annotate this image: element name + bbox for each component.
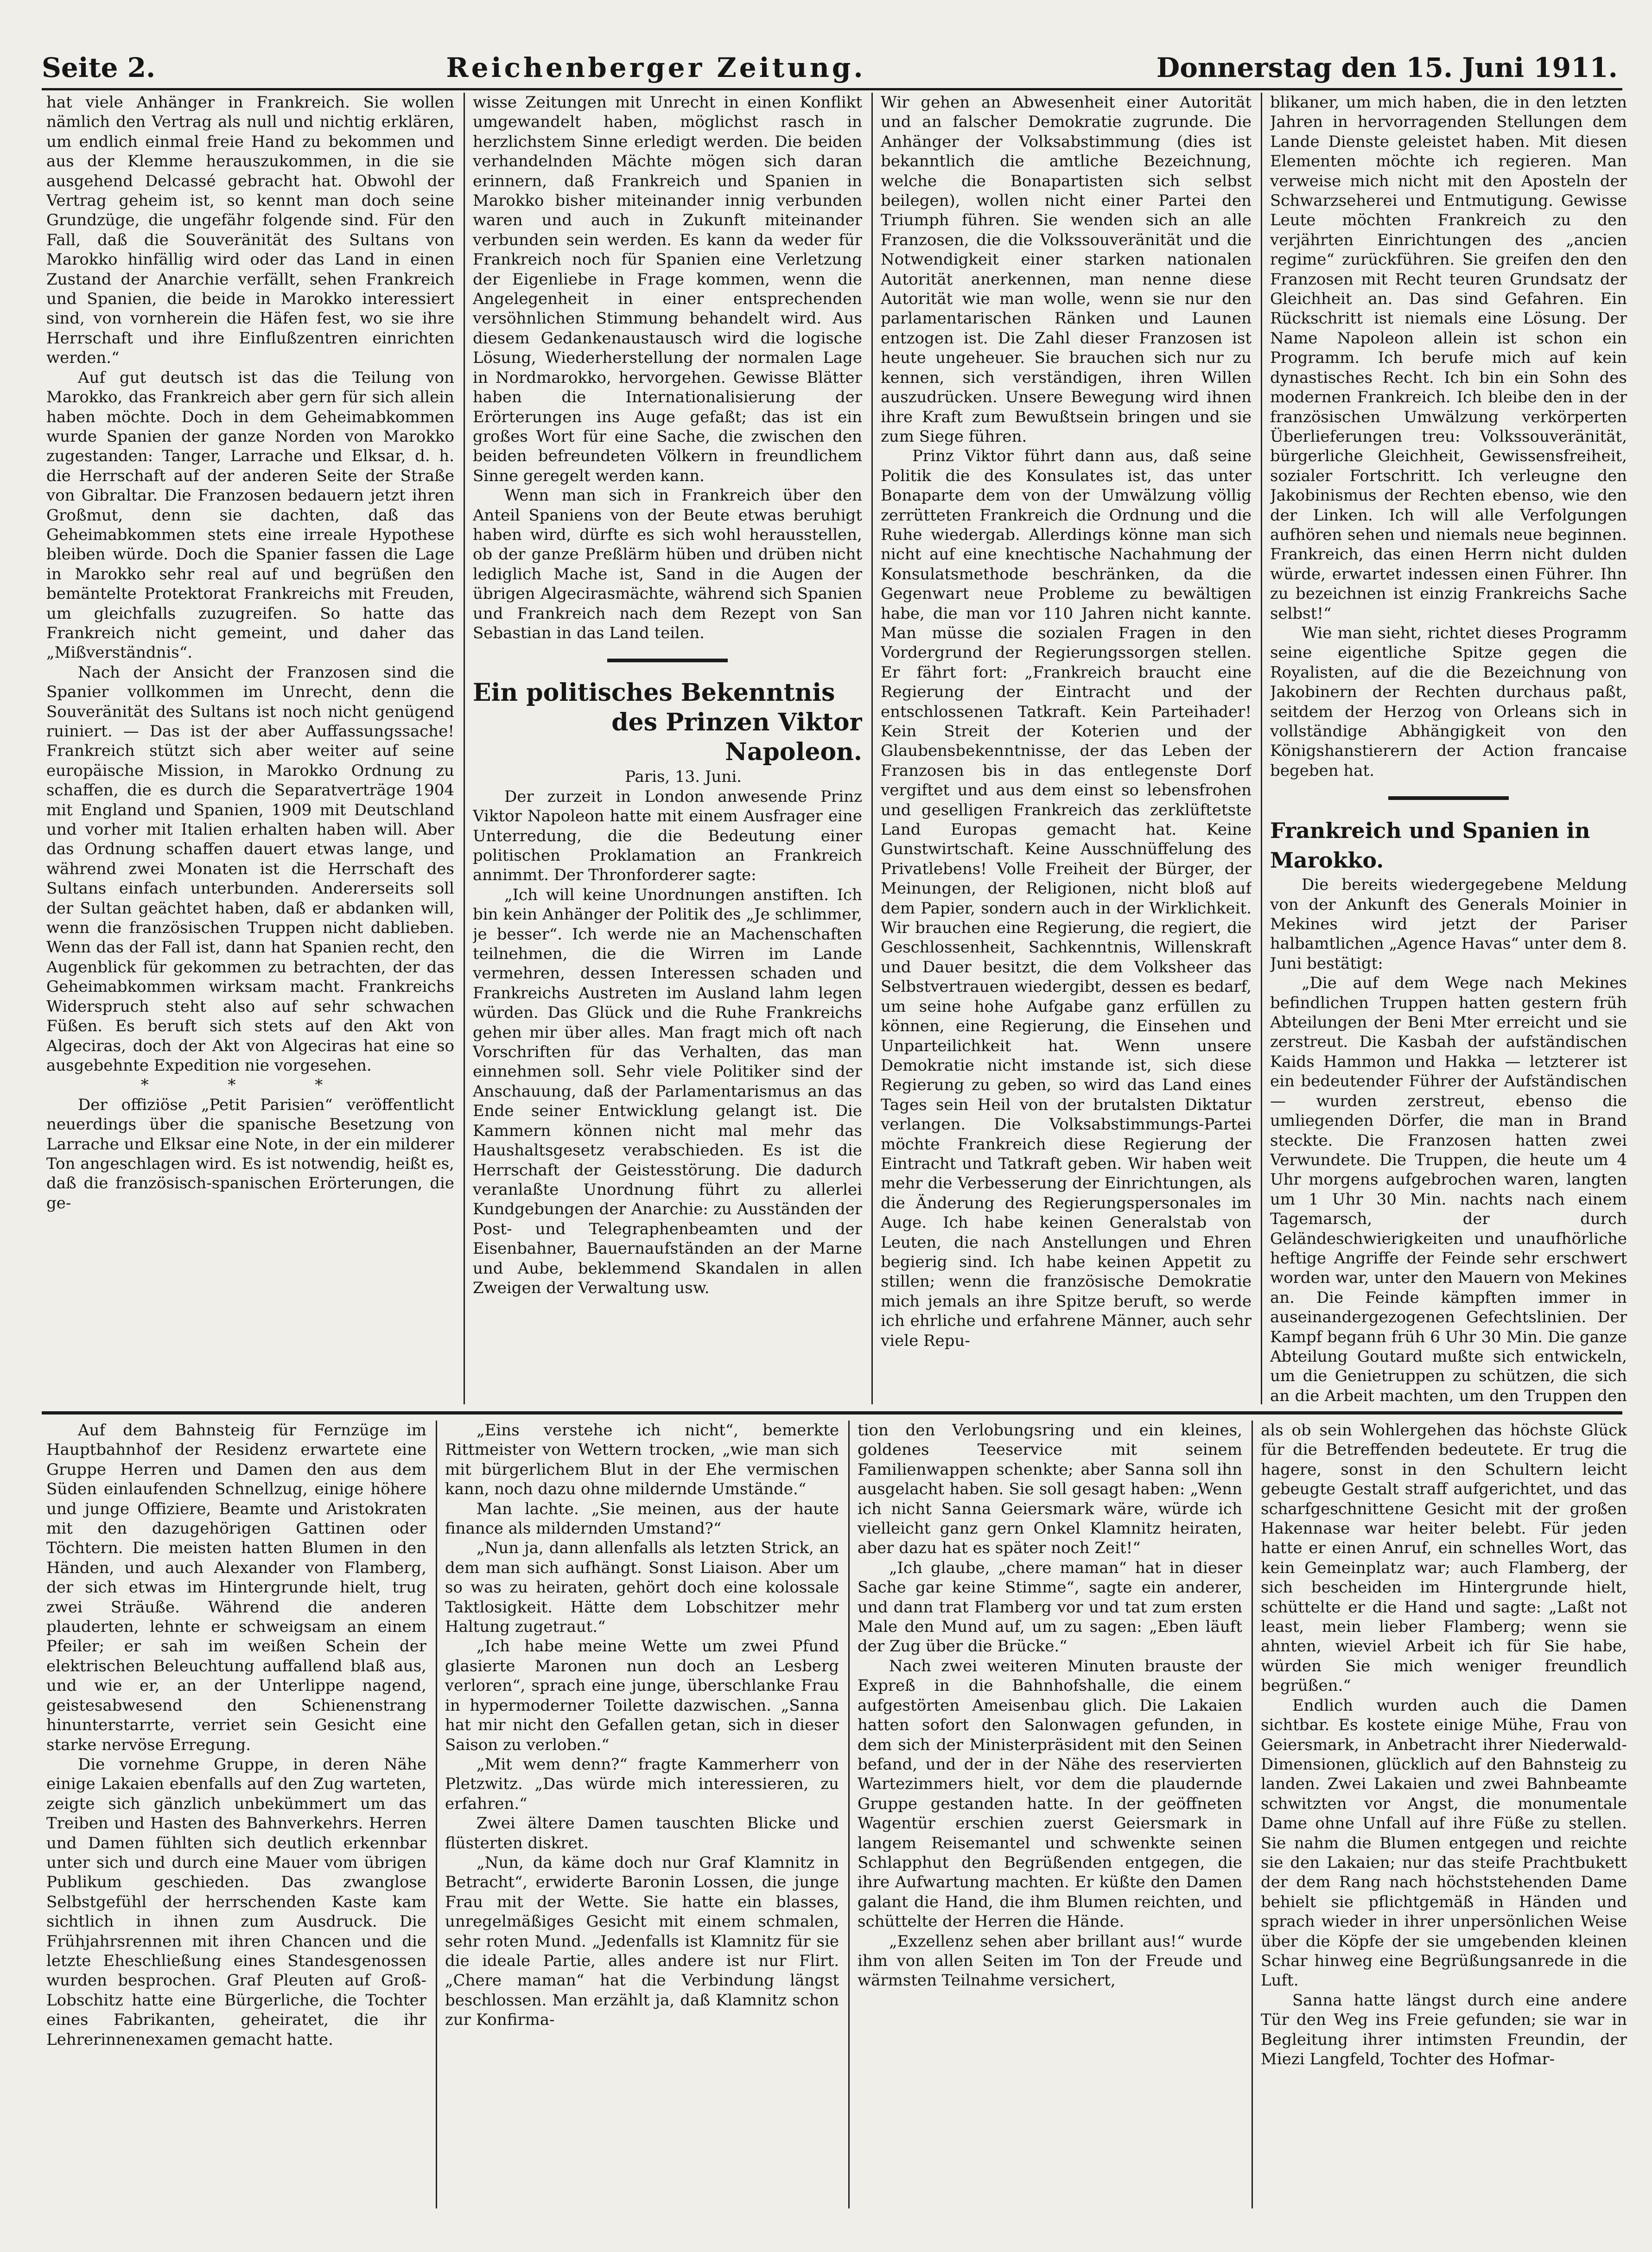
paragraph: „Eins verstehe ich nicht“, bemerkte Rittmeister von Wettern trocken, „wie man sich mit bürgerlichem Blut in der Ehe vermischen kann, noch dazu ohne mildernde Umstände.“: [445, 1421, 839, 1499]
article-column-1: [46, 93, 454, 1404]
paragraph: „Exzellenz sehen aber brillant aus!“ wurde ihm von allen Seiten im Ton der Freude und wärmsten Teilnahme versichert,: [858, 1932, 1242, 1990]
column-divider: [436, 1421, 437, 2208]
article-separator: [1388, 796, 1509, 800]
article-separator: [607, 659, 728, 662]
article-column-4: [1270, 93, 1627, 1404]
paragraph: „Mit wem denn?“ fragte Kammerherr von Pletzwitz. „Das würde mich interessieren, zu erfahren.“: [445, 1755, 839, 1813]
paragraph: Endlich wurden auch die Damen sichtbar. Es kostete einige Mühe, Frau von Geiersmark, in Anbetracht ihrer Niederwald-Dimensionen, glücklich auf den Bahnsteig zu landen. Zwei Lakaien und zwei Bahnbeamte schwitzten vor Angst, die monumentale Dame ohne Unfall auf ihre Füße zu stellen. Sie nahm die Blumen entgegen und reichte sie den Lakaien; nur das steife Prachtbukett der dem Rang nach höchststehenden Dame behielt sie pflichtgemäß in Händen und sprach wieder in ihrer unpersönlichen Weise über die Köpfe der sie umgebenden kleinen Schar hinweg eine Begrüßungsanrede in die Luft.: [1261, 1696, 1627, 1990]
column-divider: [1252, 1421, 1253, 2208]
paragraph: als ob sein Wohlergehen das höchste Glück für die Betreffenden bedeutete. Er trug die hagere, sonst in den Schultern leicht gebeugte Gestalt straff aufgerichtet, und das scharfgeschnittene Gesicht mit der großen Hakennase war heiter belebt. Für jeden hatte er einen Anruf, ein schnelles Wort, das kein Gemeinplatz war; auch Flamberg, der sich bescheiden im Hintergrunde hielt, schüttelte er die Hand und sagte: „Laßt not least, mein lieber Flamberg; wenn sie ahnten, wieviel Arbeit ich für Sie habe, würden Sie mich weniger freundlich begrüßen.“: [1261, 1421, 1627, 1695]
paragraph: Nach der Ansicht der Franzosen sind die Spanier vollkommen im Unrecht, denn die Souveränität des Sultans ist noch nicht genügend ruiniert. — Das ist der aber Auffassungssache! Frankreich stützt sich aber weiter auf seine europäische Mission, in Marokko Ordnung zu schaffen, die es durch die Separatverträge 1904 mit England und Spanien, 1909 mit Deutschland und vorher mit Italien erhalten haben will. Aber das Ordnung schaffen dauert etwas lange, und während zwei Monaten ist die Herrschaft des Sultans einfach unterbunden. Andererseits soll der Sultan geächtet haben, daß er abdanken will, wenn die französischen Truppen nicht dablieben. Wenn das der Fall ist, dann hat Spanien recht, den Augenblick für gekommen zu betrachten, der das Geheimabkommen wirksam macht. Frankreichs Widerspruch steht also auf sehr schwachen Füßen. Es beruft sich stets auf den Akt von Algeciras, doch der Akt von Algeciras hat eine so ausgebehnte Expedition nie vorgesehen.: [46, 663, 454, 1075]
paragraph: „Nun, da käme doch nur Graf Klamnitz in Betracht“, erwiderte Baronin Lossen, die junge Frau mit der Wette. Sie hatte ein blasses, unregelmäßiges Gesicht mit einem schmalen, sehr roten Mund. „Jedenfalls ist Klamnitz für sie die ideale Partie, alles andere ist nur Flirt. „Chere maman“ hat die Verbindung längst beschlossen. Man erzählt ja, daß Klamnitz schon zur Konfirma-: [445, 1853, 839, 2030]
paragraph: „Ich habe meine Wette um zwei Pfund glasierte Maronen nun doch an Lesberg verloren“, sprach eine junge, überschlanke Frau in hypermoderner Toilette dazwischen. „Sanna hat mir nicht den Gefallen getan, sich in dieser Saison zu verloben.“: [445, 1637, 839, 1754]
paragraph: Man lachte. „Sie meinen, aus der haute finance als mildernden Umstand?“: [445, 1499, 839, 1538]
issue-date: Donnerstag den 15. Juni 1911.: [1156, 52, 1618, 83]
paragraph: Nach zwei weiteren Minuten brauste der Expreß in die Bahnhofshalle, die einem aufgestörten Ameisenbau glich. Die Lakaien hatten sofort den Salonwagen gefunden, in dem sich der Ministerpräsident mit den Seinen befand, und der in der Nähe des reservierten Wartezimmers hielt, vor dem die plaudernde Gruppe gestanden hatte. In der geöffneten Wagentür erschien zuerst Geiersmark in langem Reisemantel und schwenkte seinen Schlapphut den Begrüßenden entgegen, die ihre Aufwartung machten. Er küßte den Damen galant die Hand, die ihm Blumen reichten, und schüttelte der Herren die Hände.: [858, 1656, 1242, 1931]
paragraph: tion den Verlobungsring und ein kleines, goldenes Teeservice mit seinem Familienwappen schenkte; aber Sanna soll ihn ausgelacht haben. Sie soll gesagt haben: „Wenn ich nicht Sanna Geiersmark wäre, würde ich vielleicht ganz gern Onkel Klamnitz heiraten, aber dazu hat es später noch Zeit!“: [858, 1421, 1242, 1558]
feuilleton-column-4: [1261, 1421, 1627, 2208]
paragraph: Wenn man sich in Frankreich über den Anteil Spaniens von der Beute etwas beruhigt haben wird, dürfte es sich wohl herausstellen, ob der ganze Preßlärm hüben und drüben nicht lediglich Mache ist, Sand in die Augen der übrigen Algecirasmächte, während sich Spanien und Frankreich nach dem Rezept von San Sebastian in das Land teilen.: [473, 486, 862, 642]
paragraph: „Ich will keine Unordnungen anstiften. Ich bin kein Anhänger der Politik des „Je schlimmer, je besser“. Ich werde nie an Machenschaften teilnehmen, die die Wirren im Lande vermehren, dessen Interessen schaden und Frankreichs Austreten im Ausland lahm legen würden. Das Glück und die Ruhe Frankreichs gehen mir über alles. Man fragt mich oft nach Vorschriften für das Verhalten, das man einnehmen soll. Sehr viele Politiker sind der Anschauung, daß der Parlamentarismus an das Ende seiner Entwicklung gelangt ist. Die Kammern können nicht mal mehr das Haushaltsgesetz verabschieden. Es ist die Herrschaft der Geistesstörung. Die dadurch veranlaßte Unordnung führt zu allerlei Kundgebungen der Anarchie: zu Ausständen der Post- und Telegraphenbeamten und der Eisenbahner, Bauernaufständen an der Marne und Aube, beklemmend Skandalen in allen Zweigen der Verwaltung usw.: [473, 885, 862, 1297]
paragraph: Sanna hatte längst durch eine andere Tür den Weg ins Freie gefunden; sie war in Begleitung ihrer intimsten Freundin, der Miezi Langfeld, Tochter des Hofmar-: [1261, 1991, 1627, 2068]
paragraph: Wie man sieht, richtet dieses Programm seine eigentliche Spitze gegen die Royalisten, auf die die Bezeichnung von Jakobinern der Rechten durchaus paßt, seitdem der Herzog von Orleans sich in vollständige Abhängigkeit von den Königshanstierern der Action francaise begeben hat.: [1270, 623, 1627, 780]
feuilleton-column-1: [46, 1421, 426, 2208]
paragraph: Der zurzeit in London anwesende Prinz Viktor Napoleon hatte mit einem Ausfrager eine Unterredung, die die Bedeutung einer politischen Proklamation an Frankreich annimmt. Der Thronforderer sagte:: [473, 787, 862, 885]
paragraph: blikaner, um mich haben, die in den letzten Jahren in hervorragenden Stellungen dem Lande Dienste geleistet haben. Mit diesen Elementen möchte ich regieren. Man verweise mich nicht mit den Aposteln der Schwarzseherei und Entmutigung. Gewisse Leute möchten Frankreich zu den verjährten Einrichtungen des „ancien regime“ zurückführen. Sie greifen den den Franzosen mit Recht teuren Grundsatz der Gleichheit an. Das sind Gefahren. Ein Rückschritt ist niemals eine Lösung. Der Name Napoleon allein ist schon ein Programm. Ich berufe mich auf kein dynastisches Recht. Ich bin ein Sohn des modernen Frankreich. Ich bleibe den in der französischen Umwälzung verkörperten Überlieferungen treu: Volkssouveränität, bürgerliche Gleichheit, Gewissensfreiheit, sozialer Fortschritt. Ich verleugne den Jakobinismus der Rechten ebenso, wie den der Linken. Ich will alle Verfolgungen aufhören sehen und niemals neue beginnen. Frankreich, das einen Herrn nicht dulden würde, erwartet indessen einen Führer. Ihn zu bezeichnen ist einzig Frankreichs Sache selbst!“: [1270, 93, 1627, 623]
paragraph: Wir gehen an Abwesenheit einer Autorität und an falscher Demokratie zugrunde. Die Anhänger der Volksabstimmung (dies ist bekanntlich die amtliche Bezeichnung, welche die Bonapartisten sich selbst beilegen), wollen nicht einer Partei den Triumph führen. Sie wenden sich an alle Franzosen, die die Volkssouveränität und die Notwendigkeit einer starken nationalen Autorität anerkennen, man nenne diese Autorität wie man wolle, wenn sie nur den parlamentarischen Ränken und Launen entzogen ist. Die Zahl dieser Franzosen ist heute ungeheuer. Sie brauchen sich nur zu kennen, sich verständigen, ihren Willen auszudrücken. Unsere Bewegung wird ihnen ihre Kraft zum Bewußtsein bringen und sie zum Siege führen.: [881, 93, 1252, 446]
paragraph: Der offiziöse „Petit Parisien“ veröffentlicht neuerdings über die spanische Besetzung von Larrache und Elksar eine Note, in der ein milderer Ton angeschlagen wird. Es ist notwendig, heißt es, daß die französisch-spanischen Erörterungen, die ge-: [46, 1095, 454, 1212]
article-column-2: [473, 93, 862, 1404]
article-column-3: [881, 93, 1252, 1404]
paragraph: hat viele Anhänger in Frankreich. Sie wollen nämlich den Vertrag als null und nichtig erklären, um endlich einmal freie Hand zu bekommen und aus der Klemme herauszukommen, in die sie ausgehend Delcassé gebracht hat. Obwohl der Vertrag geheim ist, so kennt man doch seine Grundzüge, die ungefähr folgende sind. Für den Fall, daß die Souveränität des Sultans von Marokko hinfällig wird oder das Land in einen Zustand der Anarchie verfällt, sehen Frankreich und Spanien, die beide in Marokko interessiert sind, von vornherein die Häfen fest, wo sie ihre Herrschaft und ihre Einflußzentren einrichten werden.“: [46, 93, 454, 368]
page-number: Seite 2.: [42, 52, 156, 83]
dateline: Paris, 13. Juni.: [625, 768, 742, 787]
article-headline: Ein politisches Bekenntnis: [473, 679, 835, 707]
article-headline-line2: des Prinzen Viktor Napoleon.: [611, 708, 862, 767]
header-rule: [42, 88, 1622, 90]
paragraph: Die bereits wiedergegebene Meldung von der Ankunft des Generals Moinier in Mekines wird jetzt der Pariser halbamtlichen „Agence Havas“ unter dem 8. Juni bestätigt:: [1270, 875, 1627, 973]
feuilleton-column-2: [445, 1421, 839, 2208]
paragraph: „Die auf dem Wege nach Mekines befindlichen Truppen hatten gestern früh Abteilungen der Beni Mter erreicht und sie zerstreut. Die Kasbah der aufständischen Kaids Hammon und Hakka — letzterer ist ein bedeutender Führer der Aufständischen — wurden zerstreut, ebenso die umliegenden Dörfer, die man in Brand steckte. Die Franzosen hatten zwei Verwundete. Die Truppen, die heute um 4 Uhr morgens aufgebrochen waren, langten um 1 Uhr 30 Min. nachts nach einem Tagemarsch, der durch Geländeschwierigkeiten und unaufhörliche heftige Angriffe der Feinde sehr erschwert worden war, unter den Mauern von Mekines an. Die Feinde kämpften immer in auseinandergezogenen Gefechtslinien. Der Kampf begann früh 6 Uhr 30 Min. Die ganze Abteilung Goutard mußte sich entwickeln, um die Genietruppen zu schützen, die sich an die Arbeit machten, um den Truppen den: [1270, 974, 1627, 1404]
paragraph: wisse Zeitungen mit Unrecht in einen Konflikt umgewandelt haben, möglichst rasch in herzlichstem Sinne erledigt werden. Die beiden verhandelnden Mächte mögen sich daran erinnern, daß Frankreich und Spanien in Marokko bisher miteinander innig verbunden waren und auch in Zukunft miteinander verbunden sein werden. Es kann da weder für Frankreich noch für Spanien eine Verletzung der Eigenliebe in Frage kommen, wenn die Angelegenheit in einer entsprechenden versöhnlichen Stimmung behandelt wird. Aus diesem Gedankenaustausch wird die logische Lösung, Wiederherstellung der normalen Lage in Nordmarokko, hervorgehen. Gewisse Blätter haben die Internationalisierung der Erörterungen ins Auge gefaßt; das ist ein großes Wort für eine Sache, die zwischen den beiden befreundeten Völkern in freundlichem Sinne geregelt werden kann.: [473, 93, 862, 485]
feuilleton-column-3: [858, 1421, 1242, 2208]
column-divider: [464, 93, 465, 1404]
paragraph: Auf dem Bahnsteig für Fernzüge im Hauptbahnhof der Residenz erwartete eine Gruppe Herren und Damen den aus dem Süden einlaufenden Schnellzug, einige höhere und junge Offiziere, Beamte und Aristokraten mit den dazugehörigen Gattinen oder Töchtern. Die meisten hatten Blumen in den Händen, und auch Alexander von Flamberg, der sich etwas im Hintergrunde hielt, trug zwei Sträuße. Während die anderen plauderten, lehnte er schweigsam an einem Pfeiler; er sah im weißen Schein der elektrischen Beleuchtung auffallend blaß aus, und wie er, an der Unterlippe nagend, geistesabwesend den Schienenstrang hinunterstarrte, verriet sein Gesicht eine starke nervöse Erregung.: [46, 1421, 426, 1754]
paragraph: „Ich glaube, „chere maman“ hat in dieser Sache gar keine Stimme“, sagte ein anderer, und dann trat Flamberg vor und tat zum ersten Male den Mund auf, um zu sagen: „Eben läuft der Zug über die Brücke.“: [858, 1558, 1242, 1656]
masthead: Reichenberger Zeitung.: [446, 52, 866, 83]
column-divider: [1261, 93, 1262, 1404]
page-header: [42, 32, 1618, 83]
paragraph: Zwei ältere Damen tauschten Blicke und flüsterten diskret.: [445, 1814, 839, 1852]
paragraph: Auf gut deutsch ist das die Teilung von Marokko, das Frankreich aber gern für sich allein haben möchte. Doch in dem Geheimabkommen wurde Spanien der ganze Norden von Marokko zugestanden: Tanger, Larrache und Elksar, d. h. die Herrschaft auf der anderen Seite der Straße von Gibraltar. Die Franzosen bedauern jetzt ihren Großmut, denn sie dachten, daß das Geheimabkommen stets eine irreale Hypothese bleiben würde. Doch die Spanier fassen die Lage in Marokko sehr real auf und begrüßen den bemäntelte Protektorat Frankreichs mit Freuden, um gleichfalls zuzugreifen. So hatte das Frankreich nicht gemeint, und daher das „Mißverständnis“.: [46, 368, 454, 662]
column-divider: [848, 1421, 850, 2208]
section-separator: * * *: [140, 1076, 360, 1095]
paragraph: „Nun ja, dann allenfalls als letzten Strick, an dem man sich aufhängt. Sonst Liaison. Aber um so was zu heiraten, gehört doch eine kolossale Taktlosigkeit. Hätte dem Lobschitzer mehr Haltung zugetraut.“: [445, 1539, 839, 1637]
paragraph: Prinz Viktor führt dann aus, daß seine Politik die des Konsulates ist, das unter Bonaparte dem von der Umwälzung völlig zerrütteten Frankreich die Ordnung und die Ruhe wiedergab. Allerdings könne man sich nicht auf eine knechtische Nachahmung der Konsulatsmethode beschränken, da die Gegenwart neue Probleme zu bewältigen habe, die man vor 110 Jahren nicht kannte. Man müsse die sozialen Fragen in den Vordergrund der Regierungssorgen stellen. Er fährt fort: „Frankreich braucht eine Regierung der Eintracht und der entschlossenen Tatkraft. Kein Parteihader! Kein Streit der Koterien und der Glaubensbekenntnisse, der das Leben der Franzosen bis in das entlegenste Dorf vergiftet und aus dem einst so lebensfrohen und geselligen Frankreich das zerklüftetste Land Europas gemacht hat. Keine Gunstwirtschaft. Keine Ausschnüffelung des Privatlebens! Volle Freiheit der Bürger, der Meinungen, der Religionen, nicht bloß auf dem Papier, sondern auch in der Wirklichkeit. Wir brauchen eine Regierung, die regiert, die Geschlossenheit, Sachkenntnis, Willenskraft und Dauer besitzt, die dem Volksheer das Selbstvertrauen wiedergibt, dessen es bedarf, um seine hohe Aufgabe ganz erfüllen zu können, eine Regierung, die Einsehen und Unparteilichkeit hat. Wenn unsere Demokratie nicht imstande ist, sich diese Regierung zu geben, so wird das Land eines Tages sein Heil von der brutalsten Diktatur verlangen. Die Volksabstimmungs-Partei möchte Frankreich diese Regierung der Eintracht und Tatkraft geben. Wir haben weit mehr die Verbesserung der Einrichtungen, als die Änderung des Regierungspersonales im Auge. Ich habe keinen Generalstab von Leuten, die nach Anstellungen und Ehren begierig sind. Ich habe keinen Appetit zu stillen; wenn die französische Demokratie mich jemals an ihre Spitze beruft, so werde ich ehrliche und erfahrene Männer, auch sehr viele Repu-: [881, 447, 1252, 1350]
feuilleton-rule: [42, 1411, 1622, 1415]
column-divider: [871, 93, 873, 1404]
article-headline: Frankreich und Spanien in Marokko.: [1270, 818, 1590, 873]
paragraph: Die vornehme Gruppe, in deren Nähe einige Lakaien ebenfalls auf den Zug warteten, zeigte sich gänzlich unbekümmert um das Treiben und Hasten des Bahnverkehrs. Herren und Damen fühlten sich deutlich erkennbar unter sich und durch eine Mauer vom übrigen Publikum geschieden. Das zwanglose Selbstgefühl der herrschenden Kaste kam sichtlich in ihnen zum Ausdruck. Die Frühjahrsrennen mit ihren Chancen und die letzte Eheschließung eines Standesgenossen wurden besprochen. Graf Pleuten auf Groß-Lobschitz hatte eine Bürgerliche, die Tochter eines Fabrikanten, geheiratet, die ihr Lehrerinnenexamen gemacht hatte.: [46, 1755, 426, 2049]
